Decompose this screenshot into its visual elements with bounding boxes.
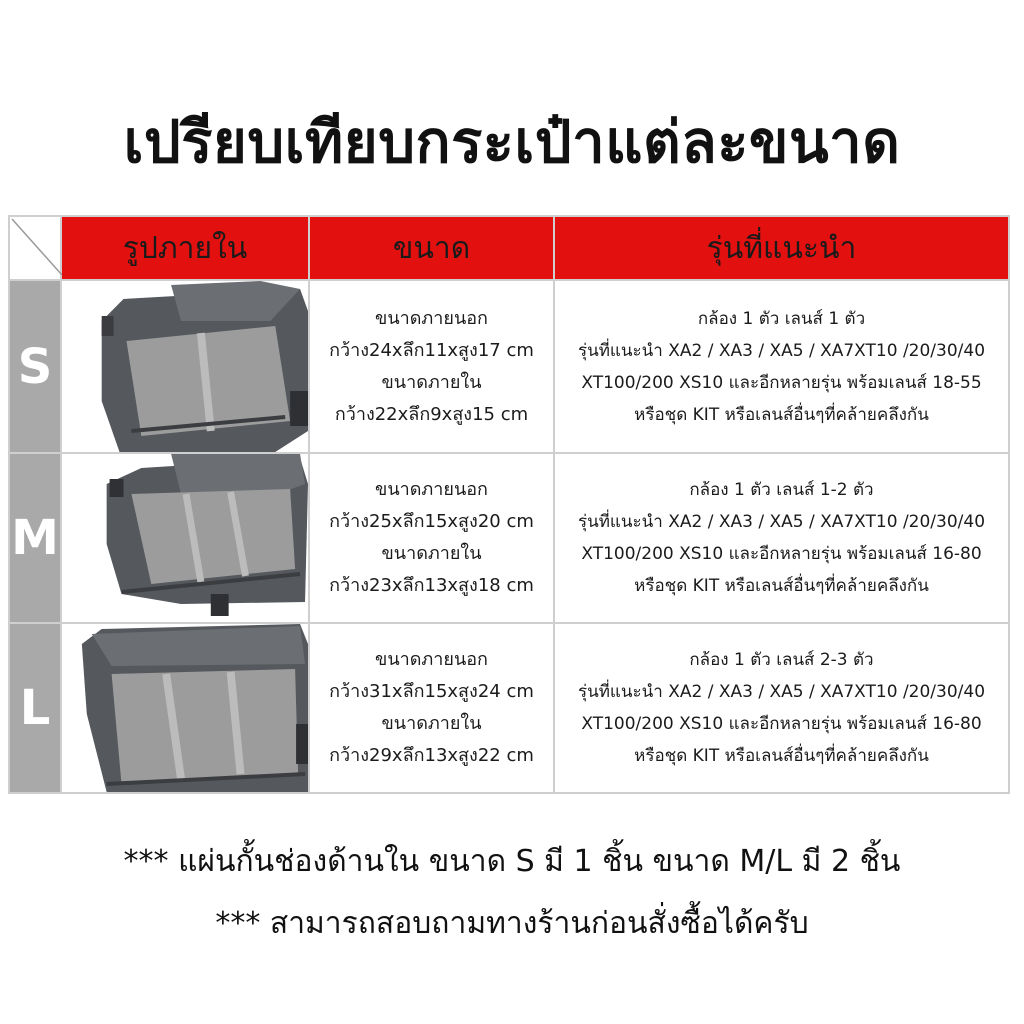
size-label: M xyxy=(9,453,61,623)
dim-inner-label: ขนาดภายใน xyxy=(381,543,482,564)
dim-inner-label: ขนาดภายใน xyxy=(381,713,482,734)
dim-inner-label: ขนาดภายใน xyxy=(381,371,482,393)
model-line: กล้อง 1 ตัว เลนส์ 2-3 ตัว xyxy=(689,650,874,670)
models-cell xyxy=(554,280,1009,453)
model-line: หรือชุด KIT หรือเลนส์อื่นๆที่คล้ายคลึงกัน xyxy=(634,404,929,425)
dim-outer-label: ขนาดภายนอก xyxy=(375,307,488,329)
page-title: เปรียบเทียบกระเป๋าแต่ละขนาด xyxy=(123,108,901,176)
comparison-table xyxy=(8,215,1010,794)
dim-outer-value: กว้าง24xลึก11xสูง17 cm xyxy=(329,339,534,361)
note-contact-shop: *** สามารถสอบถามทางร้านก่อนสั่งซื้อได้ครับ xyxy=(215,906,809,941)
dim-inner-value: กว้าง29xลึก13xสูง22 cm xyxy=(329,745,534,766)
model-line: หรือชุด KIT หรือเลนส์อื่นๆที่คล้ายคลึงกัน xyxy=(634,576,929,596)
model-line: XT100/200 XS10 และอีกหลายรุ่น พร้อมเลนส์ 16-80 xyxy=(581,714,982,734)
camera-bag-interior-icon xyxy=(62,281,308,452)
table-row xyxy=(9,453,1009,623)
dim-outer-value: กว้าง25xลึก15xสูง20 cm xyxy=(329,511,534,532)
model-line: รุ่นที่แนะนำ XA2 / XA3 / XA5 / XA7XT10 /20/30/40 xyxy=(577,340,986,361)
dim-outer-value: กว้าง31xลึก15xสูง24 cm xyxy=(329,681,534,702)
model-line: กล้อง 1 ตัว เลนส์ 1-2 ตัว xyxy=(689,480,874,500)
dimensions-cell xyxy=(309,280,554,453)
size-label: L xyxy=(9,623,61,793)
camera-bag-interior-icon xyxy=(62,454,308,622)
size-label: S xyxy=(9,280,61,453)
header-inner-photo: รูปภายใน xyxy=(61,216,309,280)
dim-outer-label: ขนาดภายนอก xyxy=(375,479,488,500)
dim-inner-value: กว้าง23xลึก13xสูง18 cm xyxy=(329,575,534,596)
model-line: กล้อง 1 ตัว เลนส์ 1 ตัว xyxy=(697,308,866,329)
header-size: ขนาด xyxy=(309,216,554,280)
table-header-row xyxy=(9,216,1009,280)
models-cell xyxy=(554,453,1009,623)
model-line: XT100/200 XS10 และอีกหลายรุ่น พร้อมเลนส์ 18-55 xyxy=(581,372,982,393)
dim-inner-value: กว้าง22xลึก9xสูง15 cm xyxy=(334,403,529,425)
model-line: หรือชุด KIT หรือเลนส์อื่นๆที่คล้ายคลึงกัน xyxy=(634,746,929,766)
camera-bag-interior-icon xyxy=(62,624,308,792)
models-cell xyxy=(554,623,1009,793)
model-line: รุ่นที่แนะนำ XA2 / XA3 / XA5 / XA7XT10 /20/30/40 xyxy=(577,682,986,702)
table-row xyxy=(9,280,1009,453)
model-line: XT100/200 XS10 และอีกหลายรุ่น พร้อมเลนส์ 16-80 xyxy=(581,544,982,564)
table-row xyxy=(9,623,1009,793)
header-corner-cell xyxy=(9,216,61,280)
model-line: รุ่นที่แนะนำ XA2 / XA3 / XA5 / XA7XT10 /20/30/40 xyxy=(577,512,986,532)
bag-photo-cell xyxy=(61,280,309,453)
dim-outer-label: ขนาดภายนอก xyxy=(375,649,488,670)
bag-photo-cell xyxy=(61,453,309,623)
diagonal-line-icon xyxy=(10,217,62,275)
dimensions-cell xyxy=(309,623,554,793)
note-divider-info: *** แผ่นกั้นช่องด้านใน ขนาด S มี 1 ชิ้น ขนาด M/L มี 2 ชิ้น xyxy=(123,844,901,879)
header-recommended-models: รุ่นที่แนะนำ xyxy=(554,216,1009,280)
bag-photo-cell xyxy=(61,623,309,793)
dimensions-cell xyxy=(309,453,554,623)
